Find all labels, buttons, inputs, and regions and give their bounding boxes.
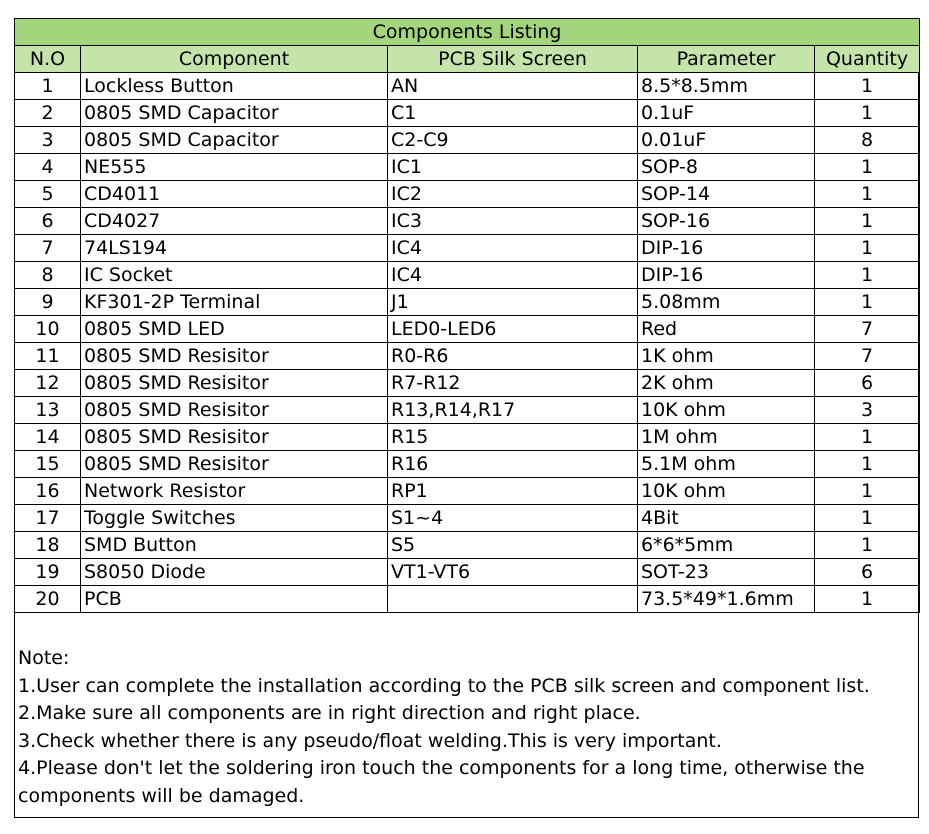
header-parameter: Parameter	[638, 46, 815, 73]
cell-quantity: 1	[815, 424, 920, 451]
cell-pcb-silk-screen: R0-R6	[388, 343, 638, 370]
table-row	[15, 154, 920, 181]
cell-quantity: 1	[815, 532, 920, 559]
cell-component: SMD Button	[81, 532, 388, 559]
cell-pcb-silk-screen: J1	[388, 289, 638, 316]
table-row	[15, 397, 920, 424]
header-no: N.O	[15, 46, 81, 73]
cell-quantity: 7	[815, 343, 920, 370]
table-row	[15, 127, 920, 154]
cell-no: 9	[15, 289, 81, 316]
table-row	[15, 370, 920, 397]
table-row	[15, 343, 920, 370]
cell-component: 0805 SMD Resisitor	[81, 397, 388, 424]
cell-component: 74LS194	[81, 235, 388, 262]
cell-parameter: 8.5*8.5mm	[638, 73, 815, 100]
cell-quantity: 6	[815, 370, 920, 397]
cell-no: 5	[15, 181, 81, 208]
cell-pcb-silk-screen: C2-C9	[388, 127, 638, 154]
header-row	[15, 46, 920, 73]
cell-no: 15	[15, 451, 81, 478]
notes-heading: Note:	[18, 647, 70, 669]
table-body	[15, 73, 920, 613]
cell-component: 0805 SMD Resisitor	[81, 451, 388, 478]
cell-quantity: 1	[815, 208, 920, 235]
components-sheet	[14, 18, 919, 818]
cell-quantity: 1	[815, 262, 920, 289]
cell-parameter: 4Bit	[638, 505, 815, 532]
cell-no: 11	[15, 343, 81, 370]
cell-quantity: 7	[815, 316, 920, 343]
cell-pcb-silk-screen: VT1-VT6	[388, 559, 638, 586]
cell-pcb-silk-screen	[388, 586, 638, 613]
cell-no: 17	[15, 505, 81, 532]
cell-no: 20	[15, 586, 81, 613]
cell-component: Network Resistor	[81, 478, 388, 505]
cell-pcb-silk-screen: IC4	[388, 235, 638, 262]
cell-no: 1	[15, 73, 81, 100]
cell-component: CD4027	[81, 208, 388, 235]
cell-quantity: 1	[815, 451, 920, 478]
components-table	[14, 18, 920, 613]
cell-pcb-silk-screen: IC3	[388, 208, 638, 235]
cell-quantity: 8	[815, 127, 920, 154]
table-row	[15, 208, 920, 235]
cell-pcb-silk-screen: R16	[388, 451, 638, 478]
cell-parameter: DIP-16	[638, 235, 815, 262]
header-quantity: Quantity	[815, 46, 920, 73]
cell-no: 8	[15, 262, 81, 289]
cell-no: 18	[15, 532, 81, 559]
cell-quantity: 1	[815, 289, 920, 316]
cell-quantity: 3	[815, 397, 920, 424]
cell-pcb-silk-screen: S1~4	[388, 505, 638, 532]
cell-parameter: 0.1uF	[638, 100, 815, 127]
cell-parameter: SOT-23	[638, 559, 815, 586]
table-row	[15, 532, 920, 559]
cell-component: PCB	[81, 586, 388, 613]
header-component: Component	[81, 46, 388, 73]
cell-parameter: SOP-16	[638, 208, 815, 235]
table-row	[15, 424, 920, 451]
cell-quantity: 1	[815, 505, 920, 532]
cell-component: 0805 SMD Resisitor	[81, 424, 388, 451]
cell-no: 7	[15, 235, 81, 262]
table-title: Components Listing	[15, 19, 920, 46]
table-row	[15, 262, 920, 289]
cell-parameter: 10K ohm	[638, 397, 815, 424]
cell-quantity: 1	[815, 154, 920, 181]
cell-parameter: Red	[638, 316, 815, 343]
cell-pcb-silk-screen: IC4	[388, 262, 638, 289]
cell-component: CD4011	[81, 181, 388, 208]
cell-parameter: DIP-16	[638, 262, 815, 289]
cell-pcb-silk-screen: IC1	[388, 154, 638, 181]
cell-quantity: 1	[815, 100, 920, 127]
cell-pcb-silk-screen: R7-R12	[388, 370, 638, 397]
table-row	[15, 559, 920, 586]
cell-component: 0805 SMD Capacitor	[81, 100, 388, 127]
note-line: 2.Make sure all components are in right direction and right place.	[18, 702, 641, 725]
table-row	[15, 181, 920, 208]
cell-component: Lockless Button	[81, 73, 388, 100]
cell-no: 13	[15, 397, 81, 424]
table-row	[15, 586, 920, 613]
cell-quantity: 1	[815, 73, 920, 100]
cell-no: 10	[15, 316, 81, 343]
cell-no: 6	[15, 208, 81, 235]
table-row	[15, 289, 920, 316]
cell-parameter: 5.1M ohm	[638, 451, 815, 478]
cell-parameter: 1K ohm	[638, 343, 815, 370]
note-line: 1.User can complete the installation according to the PCB silk screen and component list.	[18, 674, 870, 697]
table-row	[15, 100, 920, 127]
cell-parameter: SOP-8	[638, 154, 815, 181]
cell-component: S8050 Diode	[81, 559, 388, 586]
table-row	[15, 73, 920, 100]
cell-pcb-silk-screen: IC2	[388, 181, 638, 208]
cell-parameter: 1M ohm	[638, 424, 815, 451]
cell-component: Toggle Switches	[81, 505, 388, 532]
cell-no: 14	[15, 424, 81, 451]
cell-no: 16	[15, 478, 81, 505]
table-row	[15, 235, 920, 262]
cell-pcb-silk-screen: AN	[388, 73, 638, 100]
cell-quantity: 1	[815, 181, 920, 208]
cell-component: 0805 SMD Resisitor	[81, 343, 388, 370]
cell-quantity: 1	[815, 235, 920, 262]
cell-parameter: 2K ohm	[638, 370, 815, 397]
cell-parameter: 0.01uF	[638, 127, 815, 154]
cell-component: KF301-2P Terminal	[81, 289, 388, 316]
cell-parameter: 73.5*49*1.6mm	[638, 586, 815, 613]
note-line: 4.Please don't let the soldering iron touch the components for a long time, otherwise the components will be damaged.	[18, 757, 865, 807]
notes-section	[15, 641, 920, 811]
cell-no: 3	[15, 127, 81, 154]
header-pcb-silk-screen: PCB Silk Screen	[388, 46, 638, 73]
cell-pcb-silk-screen: LED0-LED6	[388, 316, 638, 343]
cell-no: 19	[15, 559, 81, 586]
cell-component: 0805 SMD Resisitor	[81, 370, 388, 397]
table-row	[15, 505, 920, 532]
cell-pcb-silk-screen: C1	[388, 100, 638, 127]
cell-pcb-silk-screen: S5	[388, 532, 638, 559]
cell-component: 0805 SMD LED	[81, 316, 388, 343]
cell-no: 4	[15, 154, 81, 181]
cell-component: NE555	[81, 154, 388, 181]
cell-parameter: 5.08mm	[638, 289, 815, 316]
cell-quantity: 1	[815, 478, 920, 505]
cell-no: 12	[15, 370, 81, 397]
cell-component: IC Socket	[81, 262, 388, 289]
cell-quantity: 6	[815, 559, 920, 586]
note-line: 3.Check whether there is any pseudo/float welding.This is very important.	[18, 729, 722, 752]
cell-component: 0805 SMD Capacitor	[81, 127, 388, 154]
table-row	[15, 316, 920, 343]
cell-parameter: SOP-14	[638, 181, 815, 208]
table-row	[15, 451, 920, 478]
cell-pcb-silk-screen: R15	[388, 424, 638, 451]
cell-parameter: 6*6*5mm	[638, 532, 815, 559]
cell-pcb-silk-screen: R13,R14,R17	[388, 397, 638, 424]
cell-parameter: 10K ohm	[638, 478, 815, 505]
table-row	[15, 478, 920, 505]
cell-quantity: 1	[815, 586, 920, 613]
cell-pcb-silk-screen: RP1	[388, 478, 638, 505]
cell-no: 2	[15, 100, 81, 127]
